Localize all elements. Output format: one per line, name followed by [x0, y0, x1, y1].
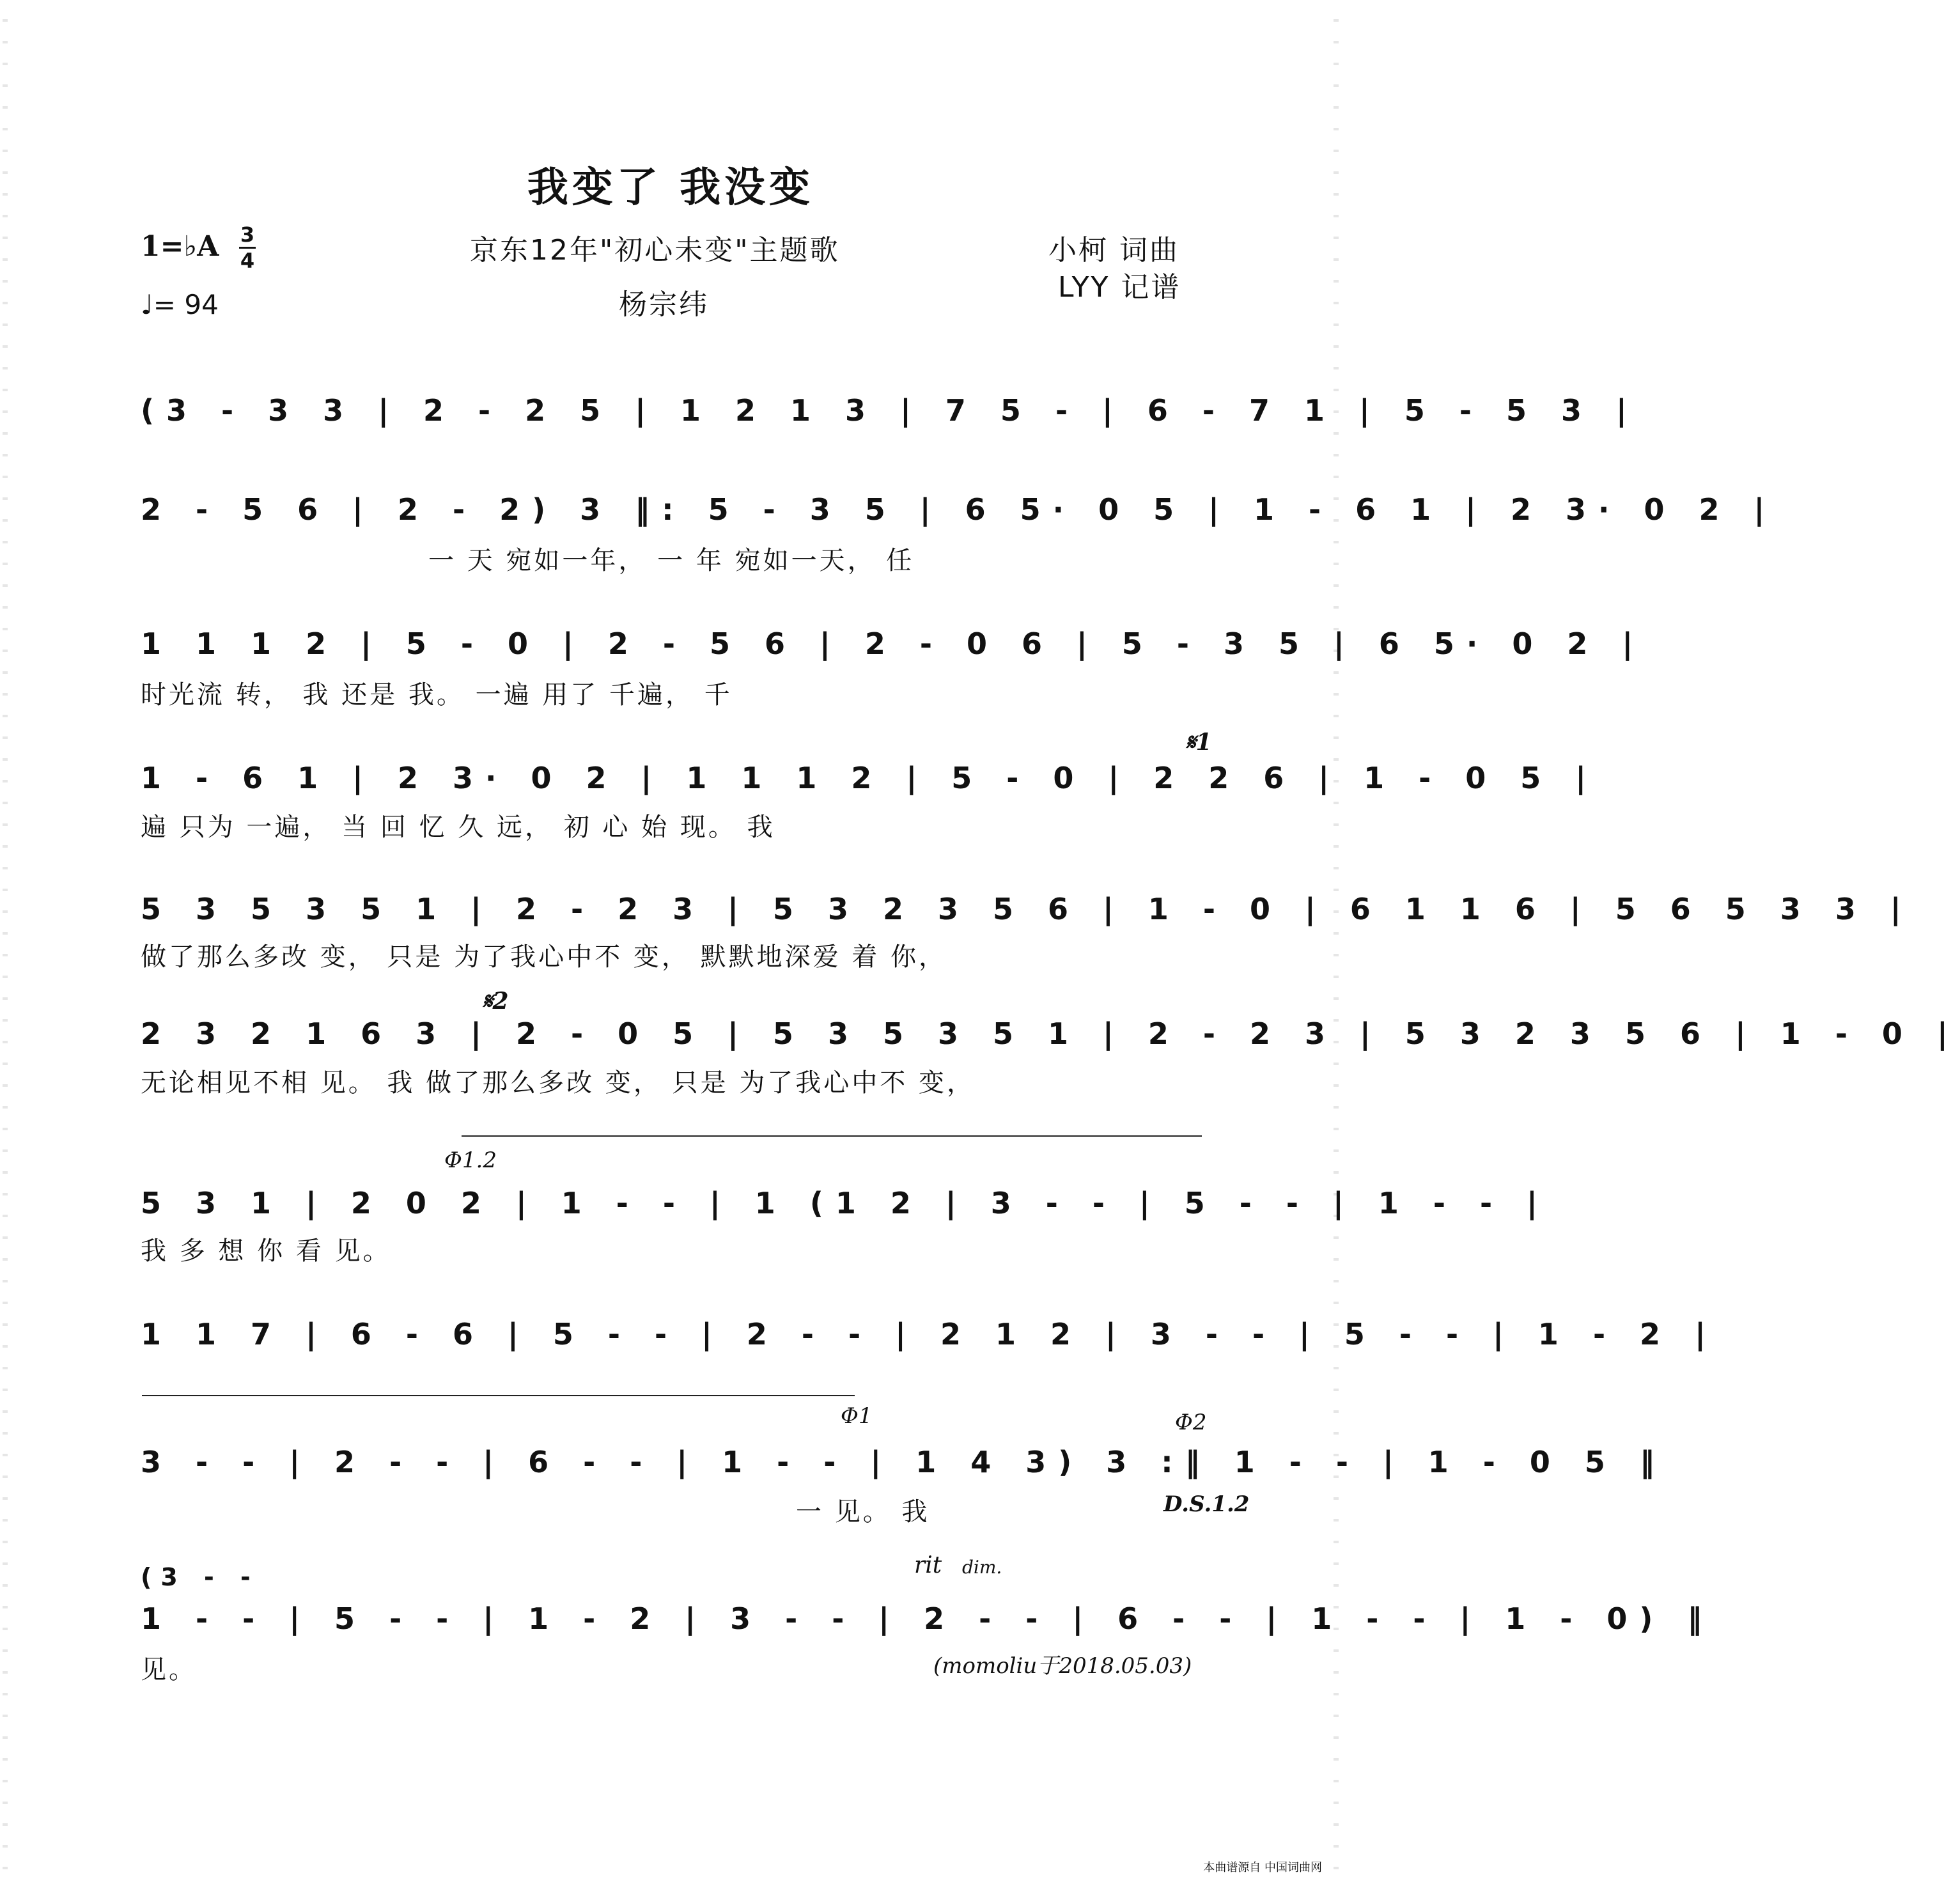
- segno-mark-2: 𝄋2: [483, 988, 509, 1015]
- coda-mark-1b: Φ1: [841, 1403, 873, 1429]
- notation-row-10: 1 - - | 5 - - | 1 - 2 | 3 - - | 2 - - | 6 - - | 1 - - | 1 - 0) ‖: [141, 1601, 1715, 1636]
- composer-credit: 小柯 词曲: [1048, 234, 1179, 267]
- time-signature-bottom: 4: [240, 249, 255, 273]
- notation-row-4: 1 - 6 1 | 2 3· 0 2 | 1 1 1 2 | 5 - 0 | 2 2 6 | 1 - 0 5 |: [141, 761, 1599, 795]
- rit-marking: rit: [914, 1552, 942, 1578]
- singer: 杨宗纬: [619, 288, 709, 321]
- notation-row-2: 2 - 5 6 | 2 - 2) 3 ‖: 5 - 3 5 | 6 5· 0 5 | 1 - 6 1 | 2 3· 0 2 |: [141, 492, 1777, 527]
- lyrics-row-3: 时光流 转， 我 还是 我。 一遍 用了 千遍， 千: [141, 680, 733, 710]
- segno-mark-1: 𝄋1: [1186, 729, 1212, 756]
- song-title: 我变了 我没变: [527, 164, 814, 212]
- transcription-date-note: (momoliu于2018.05.03): [933, 1653, 1192, 1679]
- volta-bracket-2: [142, 1395, 855, 1396]
- notation-row-5: 5 3 5 3 5 1 | 2 - 2 3 | 5 3 2 3 5 6 | 1 - 0 | 6 1 1 6 | 5 6 5 3 3 |: [141, 892, 1913, 926]
- ds-marking: D.S.1.2: [1163, 1491, 1250, 1517]
- notation-row-1: (3 - 3 3 | 2 - 2 5 | 1 2 1 3 | 7 5 - | 6 - 7 1 | 5 - 5 3 |: [141, 393, 1639, 428]
- lyrics-row-10: 见。: [141, 1655, 197, 1685]
- lyrics-row-5: 做了那么多改 变， 只是 为了我心中不 变， 默默地深爱 着 你，: [141, 942, 947, 972]
- dim-marking: dim.: [962, 1557, 1002, 1578]
- notation-row-3: 1 1 1 2 | 5 - 0 | 2 - 5 6 | 2 - 0 6 | 5 - 3 5 | 6 5· 0 2 |: [141, 627, 1645, 661]
- lyrics-row-2: 一 天 宛如一年， 一 年 宛如一天， 任: [428, 546, 915, 575]
- coda-mark-2: Φ2: [1175, 1410, 1207, 1435]
- intro-bracket: (3 - -: [141, 1563, 260, 1591]
- transcriber-credit: LYY 记谱: [1058, 271, 1181, 304]
- coda-mark-1: Φ1.2: [444, 1148, 497, 1173]
- notation-row-7: 5 3 1 | 2 0 2 | 1 - - | 1 (1 2 | 3 - - | 5 - - | 1 - - |: [141, 1186, 1550, 1220]
- lyrics-row-6: 无论相见不相 见。 我 做了那么多改 变， 只是 为了我心中不 变，: [141, 1068, 976, 1098]
- song-subtitle: 京东12年"初心未变"主题歌: [470, 234, 840, 267]
- lyrics-row-7: 我 多 想 你 看 见。: [141, 1236, 391, 1266]
- time-signature: [238, 222, 257, 273]
- watermark-footer: 本曲谱源自 中国词曲网: [1203, 1861, 1322, 1874]
- lyrics-row-9: 一 见。 我: [796, 1497, 930, 1527]
- notation-row-9: 3 - - | 2 - - | 6 - - | 1 - - | 1 4 3) 3 :‖ 1 - - | 1 - 0 5 ‖: [141, 1445, 1667, 1479]
- time-signature-top: 3: [240, 222, 255, 247]
- lyrics-row-4: 遍 只为 一遍， 当 回 忆 久 远， 初 心 始 现。 我: [141, 813, 775, 842]
- notation-row-6: 2 3 2 1 6 3 | 2 - 0 5 | 5 3 5 3 5 1 | 2 - 2 3 | 5 3 2 3 5 6 | 1 - 0 |: [141, 1016, 1960, 1051]
- notation-row-8: 1 1 7 | 6 - 6 | 5 - - | 2 - - | 2 1 2 | 3 - - | 5 - - | 1 - 2 |: [141, 1317, 1718, 1351]
- volta-bracket-1: [462, 1135, 1202, 1137]
- tempo-marking: ♩= 94: [141, 289, 219, 320]
- key-signature: 1=♭A: [141, 230, 219, 263]
- left-edge-decoration: [3, 0, 8, 1884]
